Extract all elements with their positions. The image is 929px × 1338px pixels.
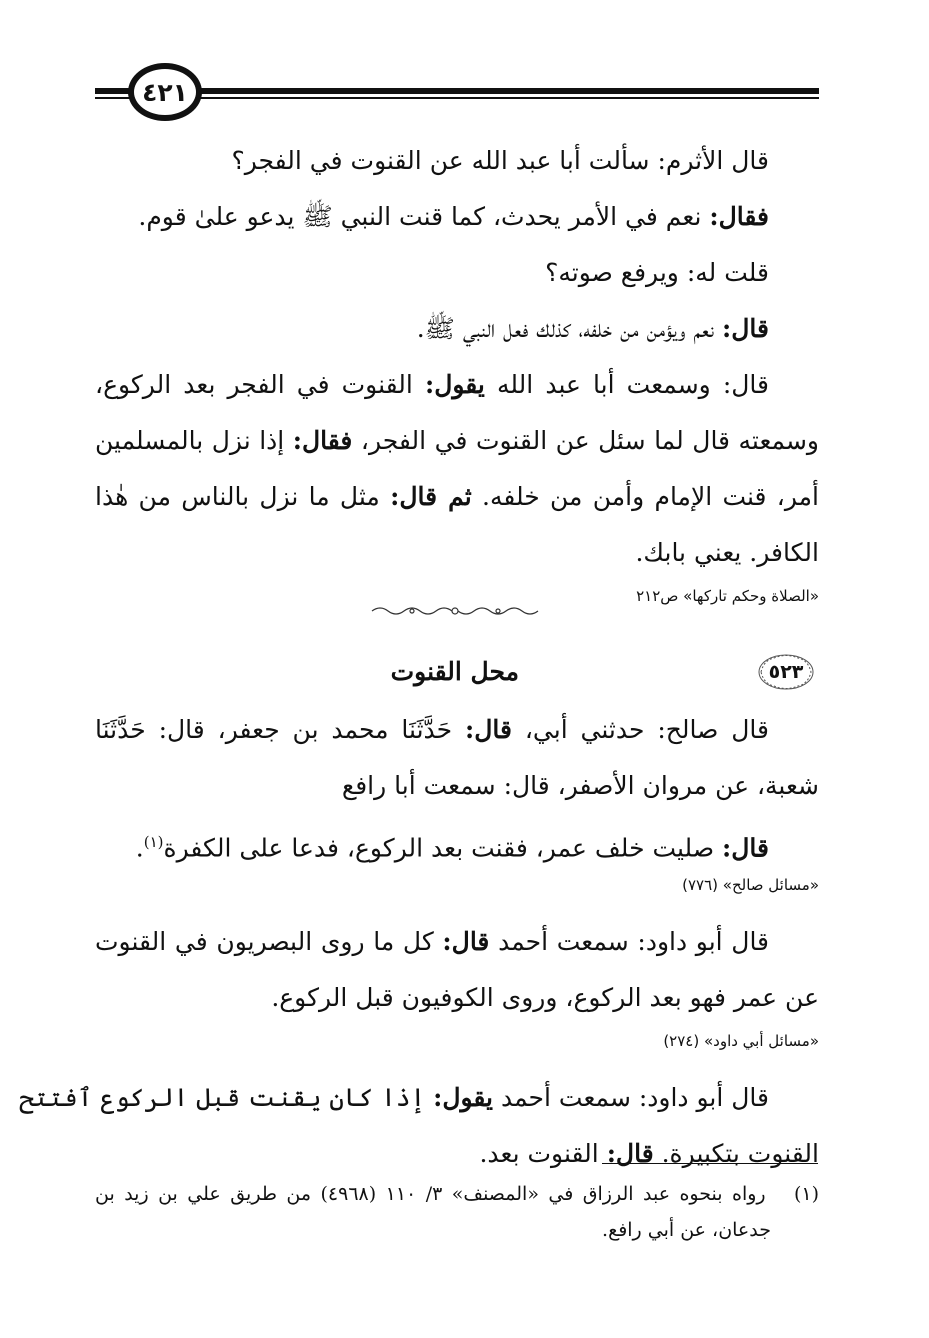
text-span: إذا نزل بالمسلمين [95,426,285,455]
text-line [95,702,819,758]
text-line [95,357,819,413]
text-span: قال الأثرم: سألت أبا عبد الله عن القنوت في الفجر؟ [231,146,769,175]
text-span: إذا كان يقنت قبل الركوع ٱفتتح [19,1083,426,1112]
text-span: القنوت في الفجر بعد الركوع، [95,370,413,399]
text-span: قال صالح: حدثني أبي، [524,715,769,744]
source-citation: «مسائل صالح» (٧٧٦) [682,876,819,894]
text-span: قال: حَدَّثَنَا [95,715,205,744]
text-line [19,1070,819,1126]
footnote-line [95,1212,819,1248]
text-span: قال: وسمعت أبا عبد الله [497,370,769,399]
text-line [95,301,819,357]
text-span: نعم ويؤمن من خلفه، كذلك فعل النبي ﷺ. [416,314,715,343]
source-citation: «الصلاة وحكم تاركها» ص٢١٢ [636,587,819,605]
passage-athram [95,133,819,611]
footnote-marker: (١) [793,1183,819,1205]
section-heading [95,652,819,692]
text-span: قال أبو داود: سمعت أحمد [500,1083,769,1112]
text-span: نعم في الأمر يحدث، كما قنت النبي ﷺ يدعو علىٰ قوم. [138,202,702,231]
bold-keyword: فقال: [709,202,769,231]
header-rule-thick [95,88,819,94]
footnote-separator [602,1163,818,1164]
text-span: الكافر. يعني بابك. [635,538,819,567]
bold-keyword: فقال: [292,426,353,455]
footnote-text: جدعان، عن أبي رافع. [602,1219,771,1241]
text-line [95,970,819,1026]
text-span: قال أبو داود: سمعت أحمد [498,927,770,956]
section-number: ٥٢٣ [768,661,804,683]
text-line [95,814,819,870]
passage-section-523 [19,702,819,1182]
header-rule [95,88,819,100]
text-span: أمر، قنت الإمام وأمن من خلفه. [482,482,819,511]
text-span: عن عمر فهو بعد الركوع، وروى الكوفيون قبل الركوع. [271,983,819,1012]
text-span: القنوت بعد. [479,1139,599,1168]
bold-keyword: قال: [722,833,769,863]
text-line [95,133,819,189]
text-span: مثل ما نزل بالناس من هٰذا [95,482,380,511]
text-line [95,469,819,525]
footnote-line [95,1176,819,1212]
text-span: كل ما روى البصريون في القنوت [95,927,434,956]
footnote-text: رواه بنحوه عبد الرزاق في «المصنف» ٣/ ١١٠ (٤٩٦٨) من طريق علي بن زيد بن [95,1183,766,1205]
text-line [95,245,819,301]
text-line [95,189,819,245]
page-number: ٤٢١ [142,77,188,107]
source-citation: «مسائل أبي داود» (٢٧٤) [663,1032,819,1050]
text-span: وسمعته قال لما سئل عن القنوت في الفجر، [360,426,820,455]
text-line [95,914,819,970]
bold-keyword: قال: [442,927,490,956]
header-rule-thin [95,97,819,99]
bold-keyword: يقول: [424,370,485,399]
page-number-badge [128,63,202,121]
ornament-divider-icon [370,603,540,619]
footnotes [95,1176,819,1248]
text-line [95,1126,819,1182]
bold-keyword: ثم قال: [390,482,472,511]
text-line [95,413,819,469]
text-span: قلت له: ويرفع صوته؟ [545,258,769,287]
section-number-badge [756,652,816,692]
text-span: صليت خلف عمر، فقنت بعد الركوع، فدعا على الكفرة [163,833,715,863]
text-span: . [135,833,144,863]
section-title: محل القنوت [390,657,519,686]
text-line [95,525,819,581]
text-line [95,758,819,814]
bold-keyword: قال: [606,1139,654,1168]
text-span: حَدَّثَنَا محمد بن جعفر، [217,715,453,744]
text-span: شعبة، عن مروان الأصفر، قال: سمعت أبا رافع [341,771,819,800]
text-span: القنوت بتكبيرة. [661,1139,819,1168]
bold-keyword: قال: [465,715,512,744]
bold-keyword: قال: [722,314,769,343]
bold-keyword: يقول: [433,1083,494,1112]
footnote-ref-1[interactable]: (١) [143,833,164,851]
